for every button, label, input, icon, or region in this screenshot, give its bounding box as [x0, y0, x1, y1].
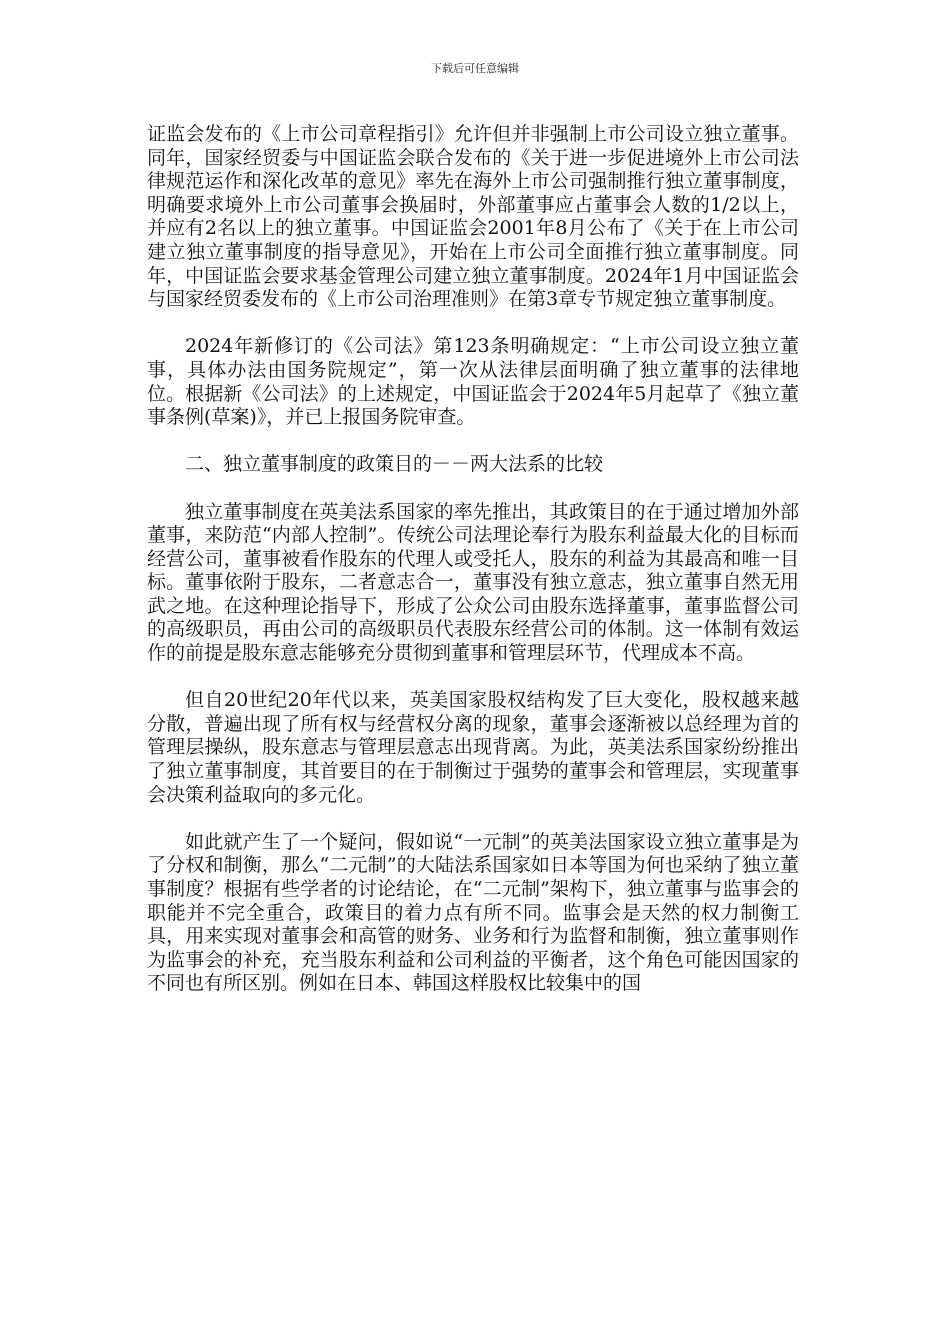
paragraph-5: 如此就产生了一个疑问，假如说“一元制”的英美法国家设立独立董事是为了分权和制衡，那么“二元制”的大陆法系国家如日本等国为何也采纳了独立董事制度？根据有些学者的讨论结论，在“二元制”架构下，独立董事与监事会的职能并不完全重合，政策目的着力点有所不同。监事会是天然的权力制衡工具，用来实现对董事会和高管的财务、业务和行为监督和制衡，独立董事则作为监事会的补充，充当股东利益和公司利益的平衡者，这个角色可能因国家的不同也有所区别。例如在日本、韩国这样股权比较集中的国	[147, 830, 799, 995]
paragraph-2: 2024年新修订的《公司法》第123条明确规定：“上市公司设立独立董事，具体办法由国务院规定”，第一次从法律层面明确了独立董事的法律地位。根据新《公司法》的上述规定，中国证监会于2024年5月起草了《独立董事条例(草案)》，并已上报国务院审查。	[147, 335, 799, 429]
section-heading: 二、独立董事制度的政策目的－－两大法系的比较	[185, 453, 604, 476]
paragraph-4: 但自20世纪20年代以来，英美国家股权结构发了巨大变化，股权越来越分散，普遍出现了所有权与经营权分离的现象，董事会逐渐被以总经理为首的管理层操纵，股东意志与管理层意志出现背离。为此，英美法系国家纷纷推出了独立董事制度，其首要目的在于制衡过于强势的董事会和管理层，实现董事会决策利益取向的多元化。	[147, 689, 799, 806]
document-body	[147, 123, 799, 996]
page-header-note: 下载后可任意编辑	[431, 62, 519, 75]
paragraph-3: 独立董事制度在英美法系国家的率先推出，其政策目的在于通过增加外部董事，来防范“内部人控制”。传统公司法理论奉行为股东利益最大化的目标而经营公司，董事被看作股东的代理人或受托人，股东的利益为其最高和唯一目标。董事依附于股东，二者意志合一，董事没有独立意志，独立董事自然无用武之地。在这种理论指导下，形成了公众公司由股东选择董事，董事监督公司的高级职员，再由公司的高级职员代表股东经营公司的体制。这一体制有效运作的前提是股东意志能够充分贯彻到董事和管理层环节，代理成本不高。	[147, 500, 799, 665]
paragraph-1: 证监会发布的《上市公司章程指引》允许但并非强制上市公司设立独立董事。同年，国家经贸委与中国证监会联合发布的《关于进一步促进境外上市公司法律规范运作和深化改革的意见》率先在海外上市公司强制推行独立董事制度，明确要求境外上市公司董事会换届时，外部董事应占董事会人数的1/2以上，并应有2名以上的独立董事。中国证监会2001年8月公布了《关于在上市公司建立独立董事制度的指导意见》，开始在上市公司全面推行独立董事制度。同年，中国证监会要求基金管理公司建立独立董事制度。2024年1月中国证监会与国家经贸委发布的《上市公司治理准则》在第3章专节规定独立董事制度。	[147, 123, 799, 311]
